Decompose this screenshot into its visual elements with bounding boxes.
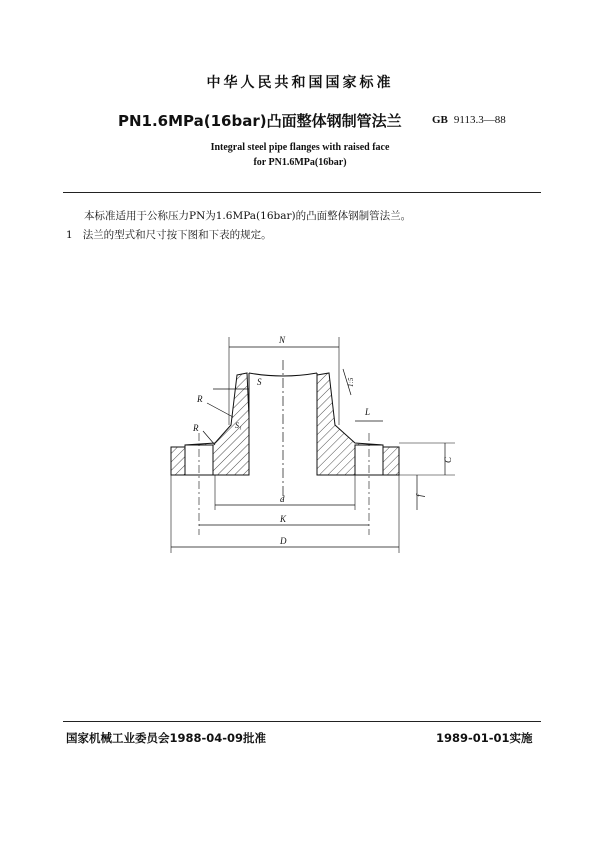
- label-N: N: [279, 335, 286, 345]
- standard-number: [432, 114, 506, 126]
- label-D: D: [280, 536, 287, 546]
- standard-prefix: GB: [432, 114, 448, 126]
- bottom-divider: [63, 721, 541, 722]
- label-S1: S₁: [235, 421, 242, 430]
- scope-paragraph: 本标准适用于公称压力PN为1.6MPa(16bar)的凸面整体钢制管法兰。: [84, 210, 412, 222]
- label-R-upper: R: [197, 394, 203, 404]
- document-title-en: [0, 140, 600, 170]
- label-L: L: [365, 407, 371, 417]
- clause-number: 1: [66, 229, 73, 241]
- clause-text: 法兰的型式和尺寸按下图和下表的规定。: [82, 229, 272, 241]
- label-f: f: [415, 494, 425, 497]
- effective-date: 1989-01-01实施: [436, 731, 533, 745]
- top-divider: [63, 192, 541, 193]
- approval-line: 国家机械工业委员会1988-04-09批准: [66, 731, 267, 745]
- label-R-lower: R: [193, 423, 199, 433]
- clause-1: [66, 227, 272, 242]
- label-slope: 1:5: [347, 377, 355, 387]
- flange-drawing: [155, 325, 475, 564]
- flange-cross-section-svg: [155, 325, 475, 560]
- national-standard-heading: 中华人民共和国国家标准: [206, 75, 394, 91]
- label-C: C: [443, 456, 453, 463]
- title-en-line2: for PN1.6MPa(16bar): [253, 157, 347, 168]
- document-title-cn: PN1.6MPa(16bar)凸面整体钢制管法兰: [118, 112, 402, 130]
- label-K: K: [280, 514, 287, 524]
- label-S: S: [257, 377, 262, 387]
- standard-code: 9113.3—88: [453, 114, 506, 126]
- label-d: d: [280, 494, 285, 504]
- title-en-line1: Integral steel pipe flanges with raised face: [210, 142, 390, 153]
